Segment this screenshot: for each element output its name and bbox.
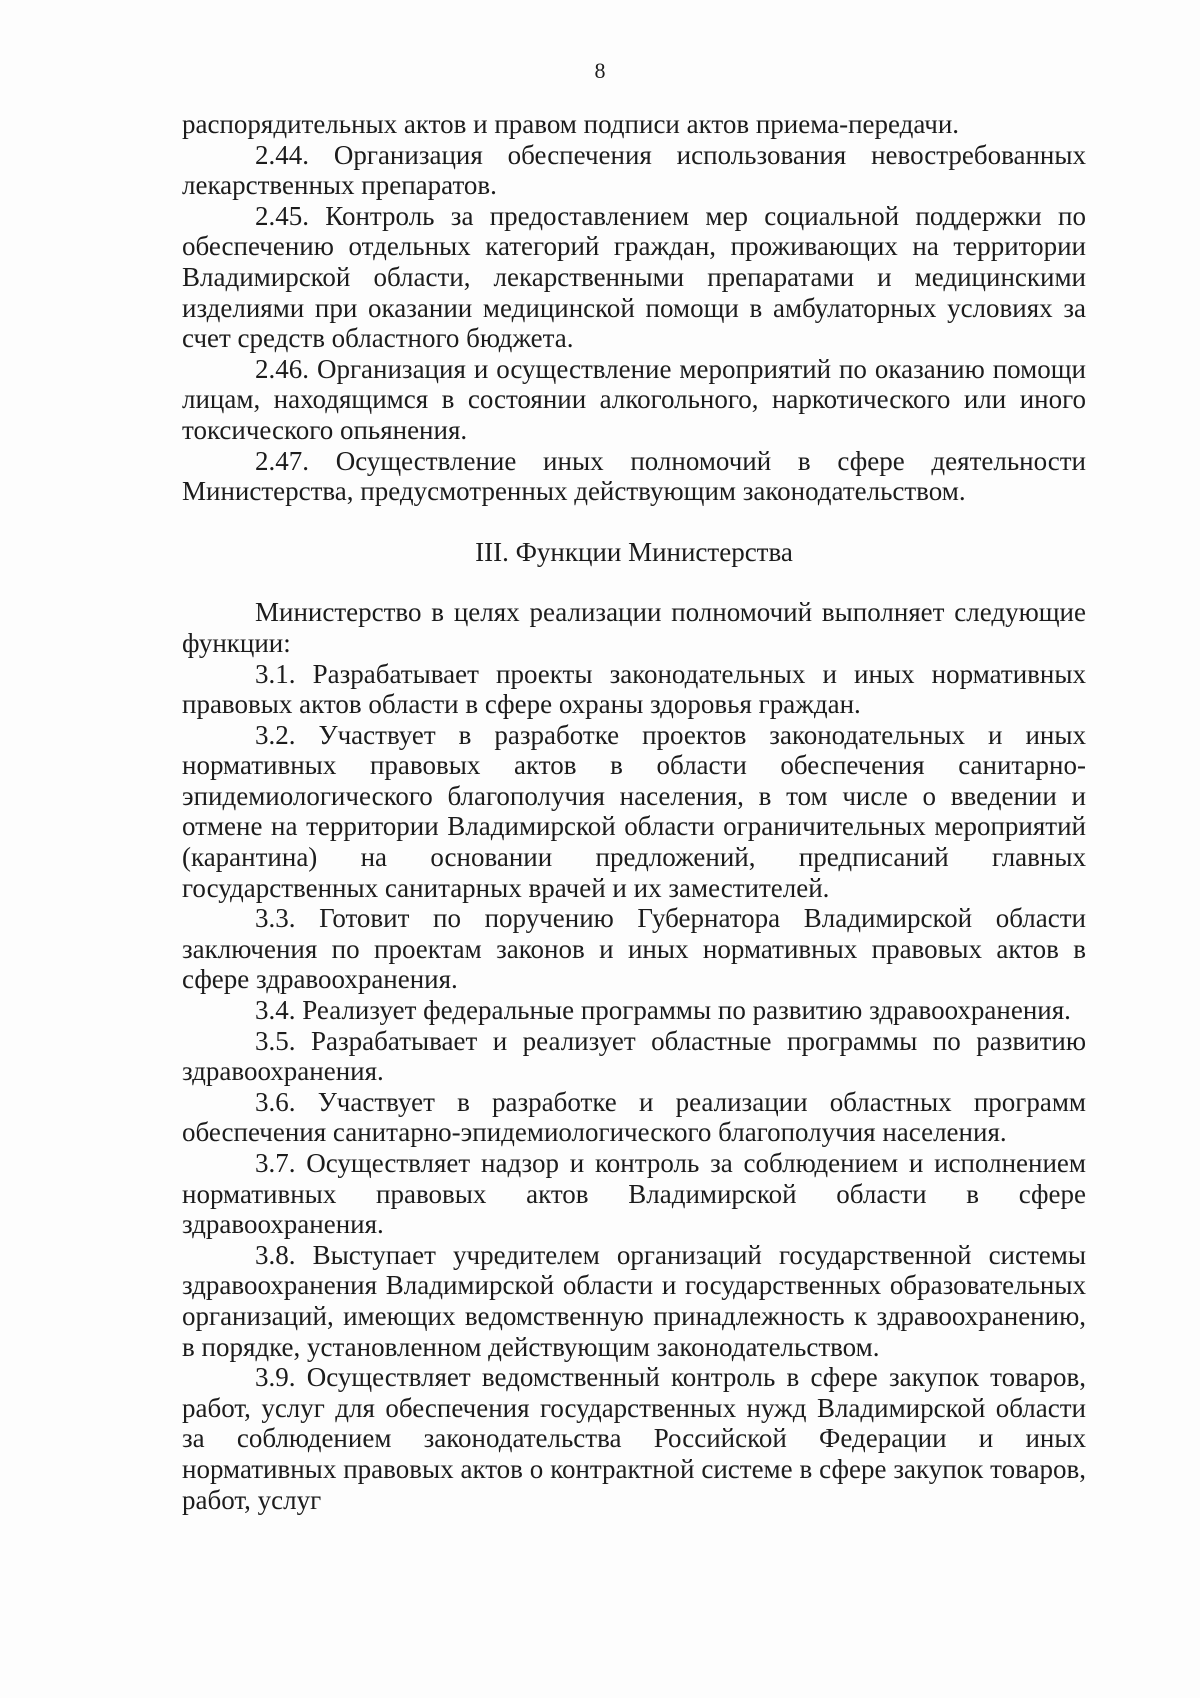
function-3-8: 3.8. Выступает учредителем организаций государственной системы здравоохранения Владимирской области и государственных образовательных организаций, имеющих ведомственную принадлежность к здравоохранению, в порядке, установленном действующим законодательством. <box>182 1239 1086 1362</box>
function-3-2: 3.2. Участвует в разработке проектов законодательных и иных нормативных правовых актов в области обеспечения санитарно-эпидемиологического благополучия населения, в том числе о введении и отмене на территории Владимирской области ограничительных мероприятий (карантина) на основании предложений, предписаний главных государственных санитарных врачей и их заместителей. <box>182 719 1086 903</box>
function-3-1: 3.1. Разрабатывает проекты законодательных и иных нормативных правовых актов области в сфере охраны здоровья граждан. <box>182 658 1086 720</box>
function-3-5: 3.5. Разрабатывает и реализует областные программы по развитию здравоохранения. <box>182 1025 1086 1087</box>
function-3-3: 3.3. Готовит по поручению Губернатора Владимирской области заключения по проектам законов и иных нормативных правовых актов в сфере здравоохранения. <box>182 903 1086 995</box>
page-number: 8 <box>594 58 606 83</box>
function-3-7: 3.7. Осуществляет надзор и контроль за соблюдением и исполнением нормативных правовых актов Владимирской области в сфере здравоохранения. <box>182 1148 1086 1240</box>
paragraph-2-47: 2.47. Осуществление иных полномочий в сфере деятельности Министерства, предусмотренных действующим законодательством. <box>182 445 1086 507</box>
document-body <box>182 109 1086 1515</box>
function-3-4: 3.4. Реализует федеральные программы по развитию здравоохранения. <box>255 995 1071 1026</box>
paragraph-2-44: 2.44. Организация обеспечения использования невостребованных лекарственных препаратов. <box>182 139 1086 201</box>
function-3-6: 3.6. Участвует в разработке и реализации областных программ обеспечения санитарно-эпидемиологического благополучия населения. <box>182 1086 1086 1148</box>
function-3-9: 3.9. Осуществляет ведомственный контроль в сфере закупок товаров, работ, услуг для обеспечения государственных нужд Владимирской области за соблюдением законодательства Российской Федерации и иных нормативных правовых актов о контрактной системе в сфере закупок товаров, работ, услуг <box>182 1362 1086 1515</box>
paragraph-continuation: распорядительных актов и правом подписи актов приема-передачи. <box>182 109 960 139</box>
section-title: III. Функции Министерства <box>475 536 793 567</box>
paragraph-2-45: 2.45. Контроль за предоставлением мер социальной поддержки по обеспечению отдельных категорий граждан, проживающих на территории Владимирской области, лекарственными препаратами и медицинскими изделиями при оказании медицинской помощи в амбулаторных условиях за счет средств областного бюджета. <box>182 200 1086 354</box>
functions-intro: Министерство в целях реализации полномочий выполняет следующие функции: <box>182 597 1086 658</box>
paragraph-2-46: 2.46. Организация и осуществление мероприятий по оказанию помощи лицам, находящимся в состоянии алкогольного, наркотического или иного токсического опьянения. <box>182 353 1086 445</box>
